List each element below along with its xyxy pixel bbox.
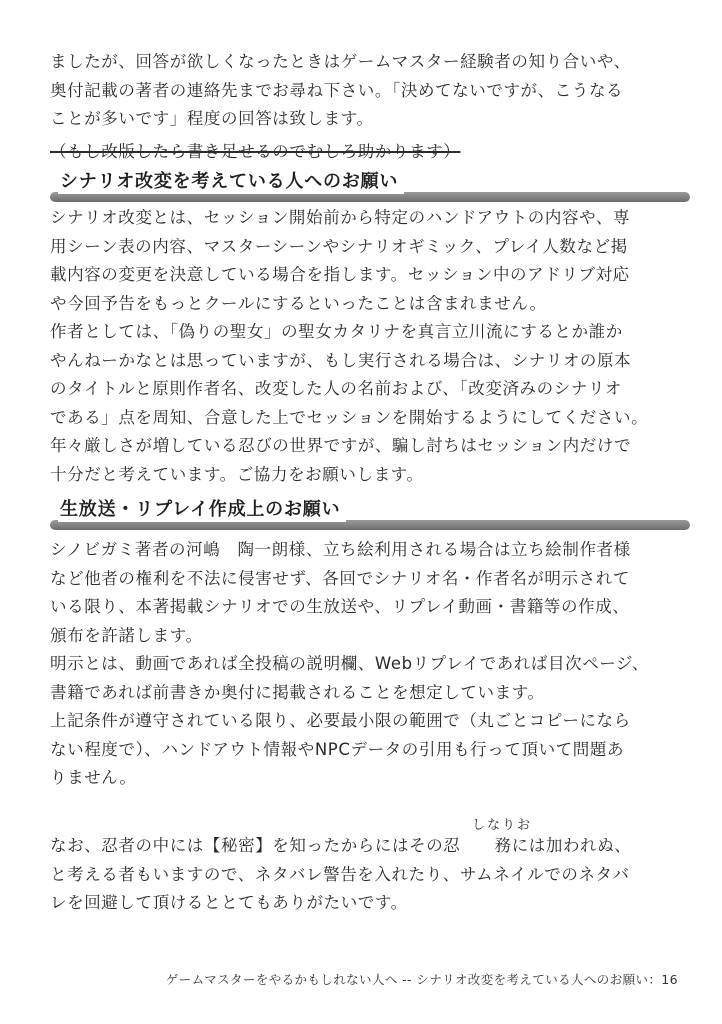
- section1-paragraph: シナリオ改変とは、セッション開始前から特定のハンドアウトの内容や、専 用シーン表の内容、マスターシーンやシナリオギミック、プレイ人数など掲 載内容の変更を決意している場合を指します。セッション中のアドリブ対応 や今回予告をもっとクールにするといったことは含まれません。 作者としては、「偽りの聖女」の聖女カタリナを真言立川流にするとか誰か やんねーかなとは思っていますが、もし実行される場合は、シナリオの原本 のタイトルと原則作者名、改変した人の名前および、「改変済みのシナリオ である」点を周知、合意した上でセッションを開始するようにしてください。 年々厳しさが増している忍びの世界ですが、騙し討ちはセッション内だけで 十分だと考えています。ご協力をお願いします。: [50, 208, 649, 484]
- heading-text: シナリオ改変を考えている人へのお願い: [58, 170, 404, 194]
- heading-text: 生放送・リプレイ作成上のお願い: [58, 498, 346, 522]
- ruby-annotation: しなりお: [472, 818, 533, 833]
- page-footer: ゲームマスターをやるかもしれない人へ -- シナリオ改変を考えている人へのお願い：16: [165, 972, 678, 987]
- section2-paragraph: シノビガミ著者の河嶋 陶一朗様、立ち絵利用される場合は立ち絵制作者様 など他者の権利を不法に侵害せず、各回でシナリオ名・作者名が明示されて いる限り、本著掲載シナリオでの生放送や、リプレイ動画・書籍等の作成、 頒布を許諾します。 明示とは、動画であれば全投稿の説明欄、Webリプレイであれば目次ページ、 書籍であれば前書きか奥付に掲載されることを想定しています。 上記条件が遵守されている限り、必要最小限の範囲で（丸ごとコピーになら ない程度で）、ハンドアウト情報やNPCデータの引用も行って頂いて問題あ りません。: [50, 540, 649, 787]
- closing-paragraph: なお、忍者の中には【秘密】を知ったからにはその忍 務には加われぬ、 と考える者もいますので、ネタバレ警告を入れたり、サムネイルでのネタバ レを回避して頂けるととてもありがたいです。: [50, 836, 632, 912]
- strikethrough-note: （もし改版したら書き足せるのでむしろ助かります）: [50, 142, 461, 161]
- section-heading-broadcast-replay: [50, 498, 690, 538]
- intro-paragraph: ましたが、回答が欲しくなったときはゲームマスター経験者の知り合いや、 奥付記載の著者の連絡先までお尋ね下さい。「決めてないですが、こうなる ことが多いです」程度の回答は致します。: [50, 52, 631, 128]
